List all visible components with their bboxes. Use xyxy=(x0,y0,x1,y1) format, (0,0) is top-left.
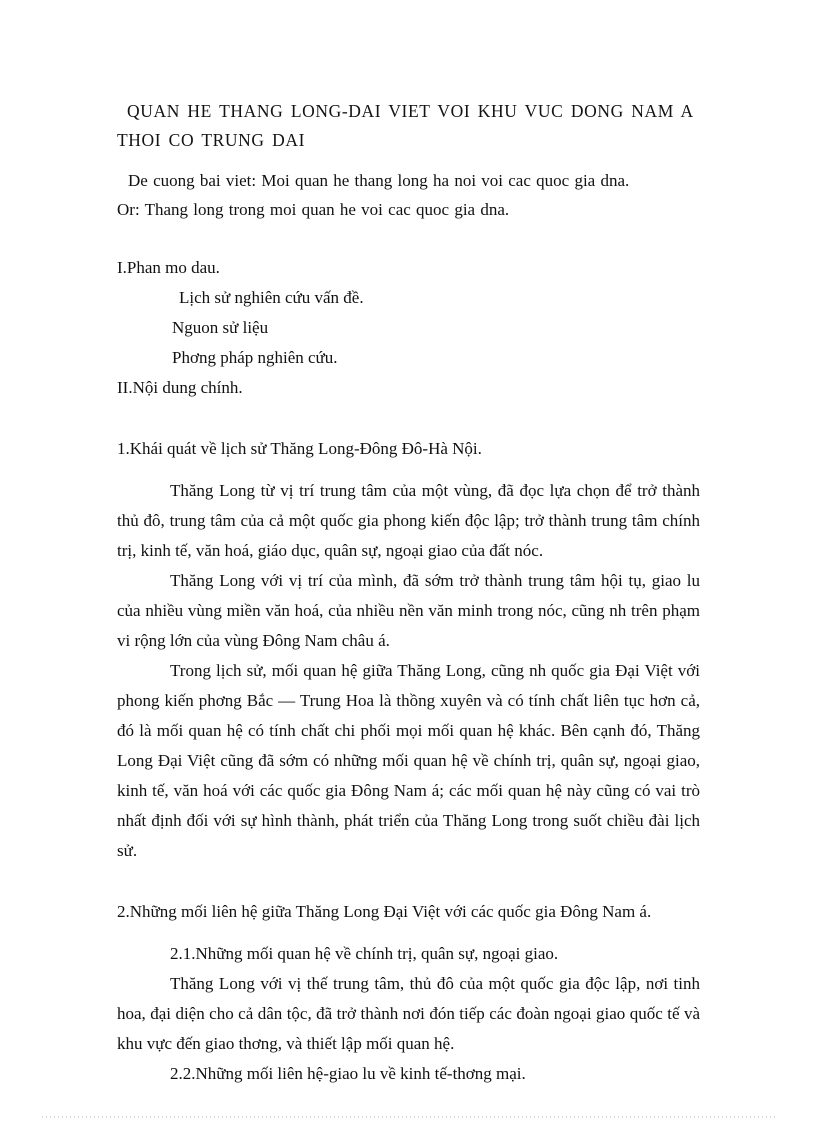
outline-item-sources: Nguon sử liệu xyxy=(172,318,269,337)
section-1 xyxy=(117,403,700,866)
abstract-block xyxy=(117,155,700,224)
section-2-heading: 2.Những mối liên hệ giữa Thăng Long Đại Việt với các quốc gia Đông Nam á. xyxy=(117,902,652,921)
scan-artifact-line xyxy=(42,1116,775,1118)
outline-item-part-2: II.Nội dung chính. xyxy=(117,378,243,397)
section-2-1-paragraph-1: Thăng Long với vị thế trung tâm, thủ đô của một quốc gia độc lập, nơi tinh hoa, đại diện cho cả dân tộc, đã trở thành nơi đón tiếp các đoàn ngoại giao quốc tế và khu vực đến giao thơng, và thiết lập mối quan hệ. xyxy=(117,974,700,1053)
document-title xyxy=(117,0,700,155)
section-2 xyxy=(117,866,700,1089)
outline-item-research-history: Lịch sử nghiên cứu vấn đề. xyxy=(179,288,364,307)
section-1-paragraph-3: Trong lịch sử, mối quan hệ giữa Thăng Long, cũng nh quốc gia Đại Việt với phong kiến phơng Bắc — Trung Hoa là thồng xuyên và có tính chất liên tục hơn cả, đó là mối quan hệ có tính chất chi phối mọi mối quan hệ khác. Bên cạnh đó, Thăng Long Đại Việt cũng đã sớm có những mối quan hệ về chính trị, quân sự, ngoại giao, kinh tế, văn hoá với các quốc gia Đông Nam á; các mối quan hệ này cũng có vai trò nhất định đối với sự hình thành, phát triển của Thăng Long trong suốt chiều đài lịch sử. xyxy=(117,661,700,860)
spacer xyxy=(117,927,700,939)
section-2-2-heading: 2.2.Những mối liên hệ-giao lu về kinh tế-thơng mại. xyxy=(170,1064,526,1083)
section-2-1-heading: 2.1.Những mối quan hệ về chính trị, quân sự, ngoại giao. xyxy=(170,944,559,963)
spacer xyxy=(117,464,700,476)
abstract-line-2: Or: Thang long trong moi quan he voi cac quoc gia dna. xyxy=(117,200,510,219)
title-line-2: THOI CO TRUNG DAI xyxy=(117,130,305,150)
outline-item-part-1: I.Phan mo dau. xyxy=(117,258,220,277)
outline-item-methods: Phơng pháp nghiên cứu. xyxy=(172,348,338,367)
section-1-paragraph-2: Thăng Long với vị trí của mình, đã sớm trở thành trung tâm hội tụ, giao lu của nhiều vùng miền văn hoá, của nhiều nền văn minh trong nóc, cũng nh trên phạm vi rộng lớn của vùng Đông Nam châu á. xyxy=(117,571,700,650)
title-line-1: QUAN HE THANG LONG-DAI VIET VOI KHU VUC DONG NAM A xyxy=(127,101,694,121)
section-1-paragraph-1: Thăng Long từ vị trí trung tâm của một vùng, đã đọc lựa chọn để trở thành thủ đô, trung tâm của cả một quốc gia phong kiến độc lập; trở thành trung tâm chính trị, kinh tế, văn hoá, giáo dục, quân sự, ngoại giao của đất nóc. xyxy=(117,481,700,560)
section-1-heading: 1.Khái quát về lịch sử Thăng Long-Đông Đô-Hà Nội. xyxy=(117,439,482,458)
outline-block xyxy=(117,224,700,403)
abstract-line-1: De cuong bai viet: Moi quan he thang long ha noi voi cac quoc gia dna. xyxy=(128,171,630,190)
text-column xyxy=(117,0,700,1089)
